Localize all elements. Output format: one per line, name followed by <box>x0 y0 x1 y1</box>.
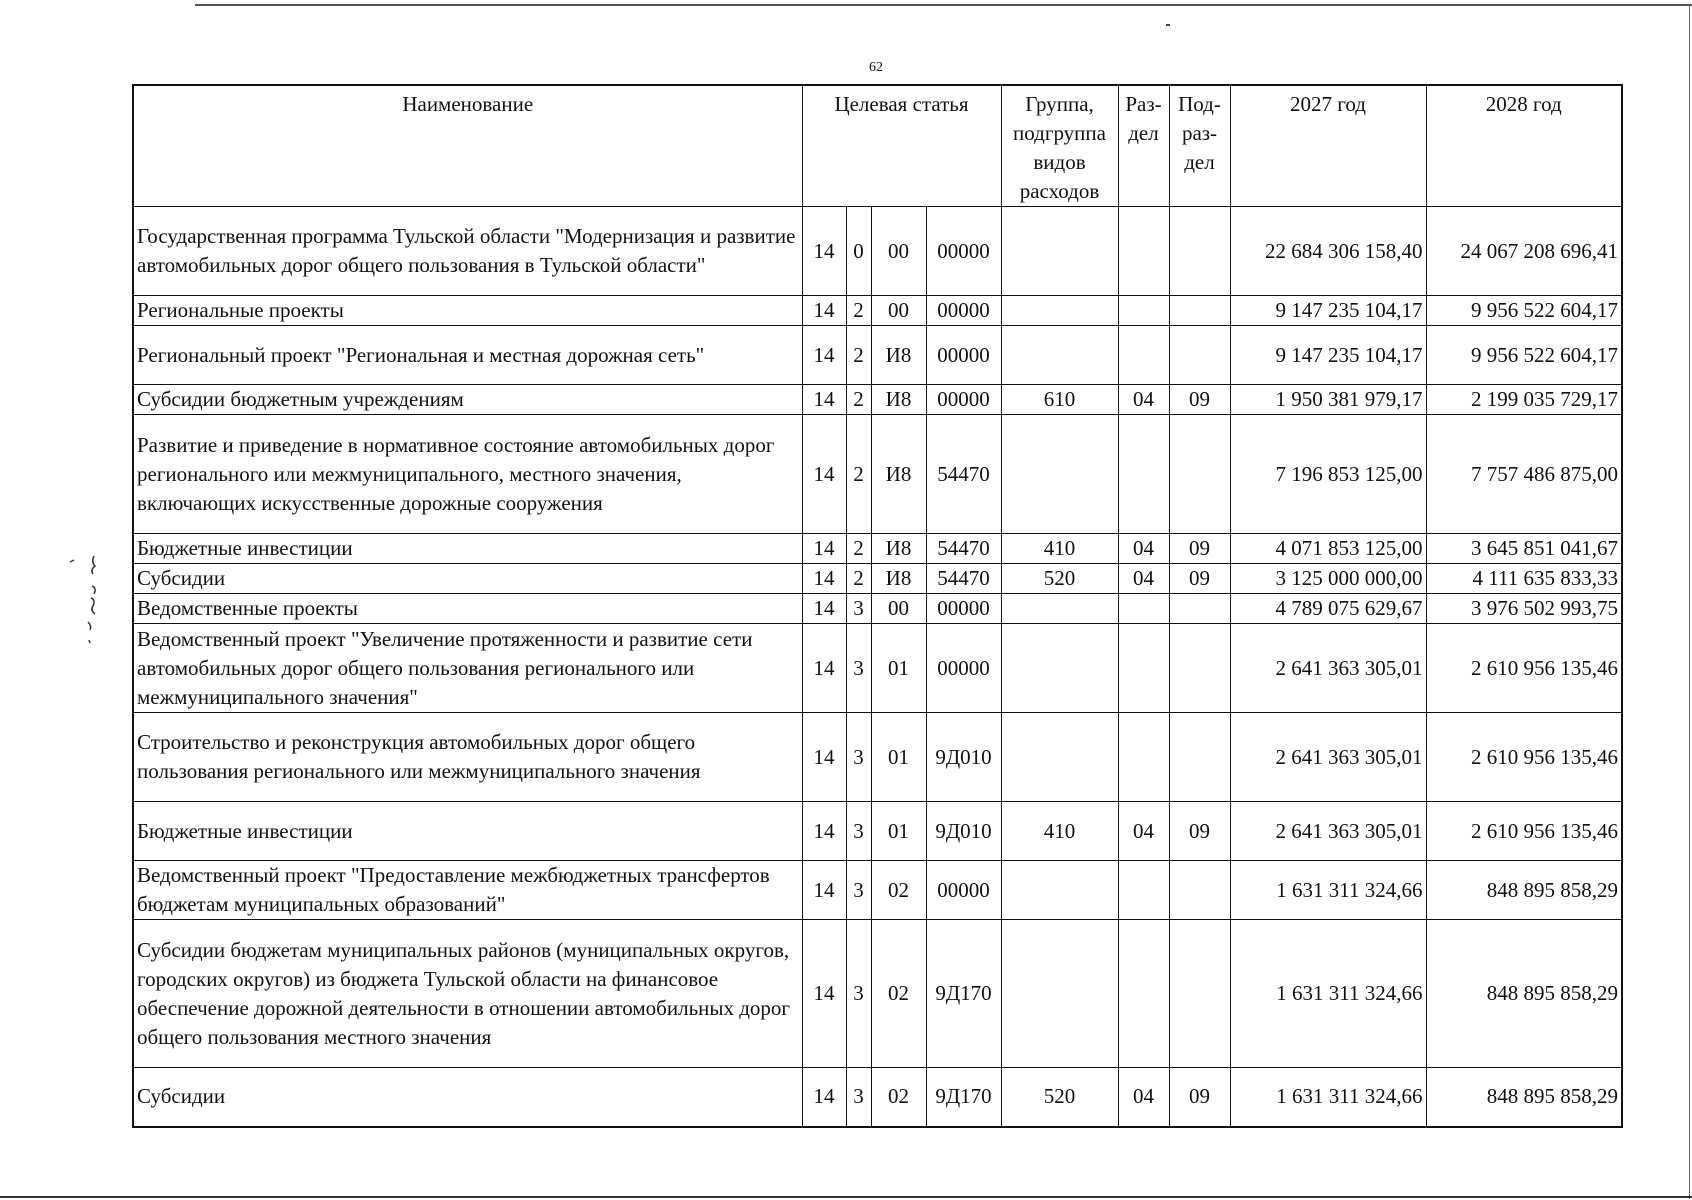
cell-target-program: 14 <box>802 296 846 326</box>
cell-subsection <box>1169 296 1230 326</box>
cell-target-direction: 00000 <box>926 296 1001 326</box>
table-row <box>133 207 1622 296</box>
cell-target-direction: 9Д010 <box>926 802 1001 861</box>
cell-name: Развитие и приведение в нормативное состояние автомобильных дорог регионального или межмуниципального, местного значения, включающих искусственные дорожные сооружения <box>133 415 802 534</box>
cell-group <box>1001 207 1118 296</box>
cell-target-type: 2 <box>846 296 871 326</box>
cell-target-type: 3 <box>846 802 871 861</box>
cell-year-2027: 3 125 000 000,00 <box>1230 564 1426 594</box>
cell-name: Бюджетные инвестиции <box>133 534 802 564</box>
cell-subsection <box>1169 326 1230 385</box>
cell-subsection: 09 <box>1169 534 1230 564</box>
cell-group <box>1001 624 1118 713</box>
cell-subsection: 09 <box>1169 1068 1230 1127</box>
cell-name: Государственная программа Тульской области "Модернизация и развитие автомобильных дорог общего пользования в Тульской области" <box>133 207 802 296</box>
scan-speck <box>1166 24 1170 26</box>
cell-group: 520 <box>1001 1068 1118 1127</box>
cell-group <box>1001 415 1118 534</box>
cell-target-program: 14 <box>802 624 846 713</box>
cell-group <box>1001 861 1118 920</box>
cell-year-2027: 2 641 363 305,01 <box>1230 802 1426 861</box>
cell-target-project: 01 <box>871 802 926 861</box>
cell-year-2028: 848 895 858,29 <box>1426 1068 1622 1127</box>
cell-subsection <box>1169 920 1230 1068</box>
cell-target-direction: 00000 <box>926 624 1001 713</box>
cell-target-project: 00 <box>871 296 926 326</box>
cell-target-direction: 00000 <box>926 385 1001 415</box>
table-row <box>133 713 1622 802</box>
cell-section <box>1118 713 1169 802</box>
table-row <box>133 534 1622 564</box>
cell-section: 04 <box>1118 534 1169 564</box>
cell-year-2028: 848 895 858,29 <box>1426 920 1622 1068</box>
cell-target-project: 00 <box>871 207 926 296</box>
cell-group: 410 <box>1001 534 1118 564</box>
cell-target-project: 01 <box>871 713 926 802</box>
cell-year-2028: 848 895 858,29 <box>1426 861 1622 920</box>
cell-group <box>1001 920 1118 1068</box>
cell-year-2027: 2 641 363 305,01 <box>1230 624 1426 713</box>
cell-subsection <box>1169 415 1230 534</box>
table-row <box>133 326 1622 385</box>
cell-target-direction: 00000 <box>926 326 1001 385</box>
cell-target-project: 01 <box>871 624 926 713</box>
cell-target-direction: 9Д170 <box>926 1068 1001 1127</box>
cell-subsection: 09 <box>1169 564 1230 594</box>
cell-target-type: 3 <box>846 594 871 624</box>
cell-year-2027: 4 789 075 629,67 <box>1230 594 1426 624</box>
cell-year-2028: 4 111 635 833,33 <box>1426 564 1622 594</box>
cell-section <box>1118 296 1169 326</box>
cell-target-program: 14 <box>802 594 846 624</box>
cell-target-type: 3 <box>846 861 871 920</box>
cell-target-type: 2 <box>846 534 871 564</box>
header-year-2027: 2027 год <box>1230 85 1426 207</box>
cell-subsection: 09 <box>1169 802 1230 861</box>
scan-border-bottom <box>0 1196 1692 1198</box>
cell-target-project: И8 <box>871 564 926 594</box>
cell-target-project: 02 <box>871 920 926 1068</box>
cell-year-2027: 7 196 853 125,00 <box>1230 415 1426 534</box>
table-row <box>133 385 1622 415</box>
cell-target-type: 3 <box>846 920 871 1068</box>
table-row <box>133 1068 1622 1127</box>
header-target-article: Целевая статья <box>802 85 1001 207</box>
cell-year-2027: 1 631 311 324,66 <box>1230 1068 1426 1127</box>
table-row <box>133 415 1622 534</box>
cell-subsection <box>1169 861 1230 920</box>
table-row <box>133 296 1622 326</box>
cell-target-program: 14 <box>802 920 846 1068</box>
scan-border-top <box>195 4 1692 6</box>
cell-target-project: 02 <box>871 861 926 920</box>
cell-year-2028: 7 757 486 875,00 <box>1426 415 1622 534</box>
cell-target-program: 14 <box>802 207 846 296</box>
cell-subsection: 09 <box>1169 385 1230 415</box>
cell-target-type: 3 <box>846 713 871 802</box>
cell-target-direction: 00000 <box>926 594 1001 624</box>
table-row <box>133 920 1622 1068</box>
cell-year-2028: 3 645 851 041,67 <box>1426 534 1622 564</box>
cell-year-2027: 2 641 363 305,01 <box>1230 713 1426 802</box>
cell-year-2028: 2 610 956 135,46 <box>1426 713 1622 802</box>
cell-year-2028: 3 976 502 993,75 <box>1426 594 1622 624</box>
cell-target-project: И8 <box>871 415 926 534</box>
header-subsection: Под- раз- дел <box>1169 85 1230 207</box>
table-row <box>133 802 1622 861</box>
cell-section <box>1118 624 1169 713</box>
cell-year-2027: 1 950 381 979,17 <box>1230 385 1426 415</box>
cell-name: Субсидии <box>133 564 802 594</box>
cell-section: 04 <box>1118 564 1169 594</box>
cell-year-2028: 9 956 522 604,17 <box>1426 296 1622 326</box>
table-header-row <box>133 85 1622 207</box>
cell-name: Ведомственный проект "Предоставление межбюджетных трансфертов бюджетам муниципальных образований" <box>133 861 802 920</box>
cell-year-2027: 1 631 311 324,66 <box>1230 920 1426 1068</box>
cell-target-direction: 9Д010 <box>926 713 1001 802</box>
cell-target-direction: 54470 <box>926 415 1001 534</box>
cell-year-2027: 9 147 235 104,17 <box>1230 296 1426 326</box>
cell-target-program: 14 <box>802 713 846 802</box>
cell-subsection <box>1169 713 1230 802</box>
scan-border-right <box>1689 4 1690 1199</box>
table-row <box>133 564 1622 594</box>
cell-group <box>1001 296 1118 326</box>
cell-section <box>1118 920 1169 1068</box>
cell-target-program: 14 <box>802 802 846 861</box>
page-number: 62 <box>869 60 883 75</box>
cell-target-type: 2 <box>846 564 871 594</box>
cell-target-type: 2 <box>846 385 871 415</box>
cell-target-project: 00 <box>871 594 926 624</box>
cell-year-2027: 4 071 853 125,00 <box>1230 534 1426 564</box>
cell-section <box>1118 415 1169 534</box>
cell-group <box>1001 326 1118 385</box>
cell-target-program: 14 <box>802 385 846 415</box>
cell-name: Региональные проекты <box>133 296 802 326</box>
cell-target-program: 14 <box>802 326 846 385</box>
cell-target-project: И8 <box>871 326 926 385</box>
cell-target-project: И8 <box>871 385 926 415</box>
cell-target-type: 3 <box>846 624 871 713</box>
header-name: Наименование <box>133 85 802 207</box>
header-group: Группа, подгруппа видов расходов <box>1001 85 1118 207</box>
cell-target-type: 2 <box>846 326 871 385</box>
cell-subsection <box>1169 207 1230 296</box>
table-row <box>133 594 1622 624</box>
cell-section: 04 <box>1118 385 1169 415</box>
cell-target-program: 14 <box>802 1068 846 1127</box>
table-row <box>133 624 1622 713</box>
cell-year-2028: 2 610 956 135,46 <box>1426 624 1622 713</box>
cell-group: 610 <box>1001 385 1118 415</box>
cell-name: Субсидии бюджетам муниципальных районов (муниципальных округов, городских округов) из бюджета Тульской области на финансовое обеспечение дорожной деятельности в отношении автомобильных дорог общего пользования местного значения <box>133 920 802 1068</box>
cell-target-type: 2 <box>846 415 871 534</box>
cell-target-direction: 00000 <box>926 861 1001 920</box>
cell-target-direction: 54470 <box>926 534 1001 564</box>
cell-target-type: 0 <box>846 207 871 296</box>
header-section: Раз- дел <box>1118 85 1169 207</box>
cell-name: Субсидии <box>133 1068 802 1127</box>
cell-target-type: 3 <box>846 1068 871 1127</box>
table-row <box>133 861 1622 920</box>
cell-section <box>1118 861 1169 920</box>
cell-group <box>1001 594 1118 624</box>
header-year-2028: 2028 год <box>1426 85 1622 207</box>
cell-section: 04 <box>1118 1068 1169 1127</box>
cell-year-2027: 1 631 311 324,66 <box>1230 861 1426 920</box>
table-body <box>133 207 1622 1127</box>
cell-year-2028: 2 610 956 135,46 <box>1426 802 1622 861</box>
cell-section: 04 <box>1118 802 1169 861</box>
cell-year-2028: 2 199 035 729,17 <box>1426 385 1622 415</box>
cell-year-2027: 9 147 235 104,17 <box>1230 326 1426 385</box>
cell-target-program: 14 <box>802 534 846 564</box>
cell-target-direction: 9Д170 <box>926 920 1001 1068</box>
cell-target-program: 14 <box>802 415 846 534</box>
cell-year-2028: 24 067 208 696,41 <box>1426 207 1622 296</box>
budget-table <box>132 84 1623 1128</box>
margin-pencil-marks <box>64 548 104 648</box>
cell-name: Субсидии бюджетным учреждениям <box>133 385 802 415</box>
cell-subsection <box>1169 624 1230 713</box>
cell-subsection <box>1169 594 1230 624</box>
cell-target-program: 14 <box>802 564 846 594</box>
cell-target-direction: 00000 <box>926 207 1001 296</box>
cell-target-program: 14 <box>802 861 846 920</box>
cell-section <box>1118 594 1169 624</box>
cell-target-project: И8 <box>871 534 926 564</box>
cell-target-direction: 54470 <box>926 564 1001 594</box>
cell-group: 410 <box>1001 802 1118 861</box>
cell-group: 520 <box>1001 564 1118 594</box>
cell-name: Ведомственный проект "Увеличение протяженности и развитие сети автомобильных дорог общего пользования регионального или межмуниципального значения" <box>133 624 802 713</box>
cell-name: Ведомственные проекты <box>133 594 802 624</box>
cell-section <box>1118 326 1169 385</box>
cell-name: Строительство и реконструкция автомобильных дорог общего пользования регионального или межмуниципального значения <box>133 713 802 802</box>
cell-target-project: 02 <box>871 1068 926 1127</box>
cell-year-2028: 9 956 522 604,17 <box>1426 326 1622 385</box>
cell-name: Бюджетные инвестиции <box>133 802 802 861</box>
cell-name: Региональный проект "Региональная и местная дорожная сеть" <box>133 326 802 385</box>
cell-year-2027: 22 684 306 158,40 <box>1230 207 1426 296</box>
cell-section <box>1118 207 1169 296</box>
cell-group <box>1001 713 1118 802</box>
